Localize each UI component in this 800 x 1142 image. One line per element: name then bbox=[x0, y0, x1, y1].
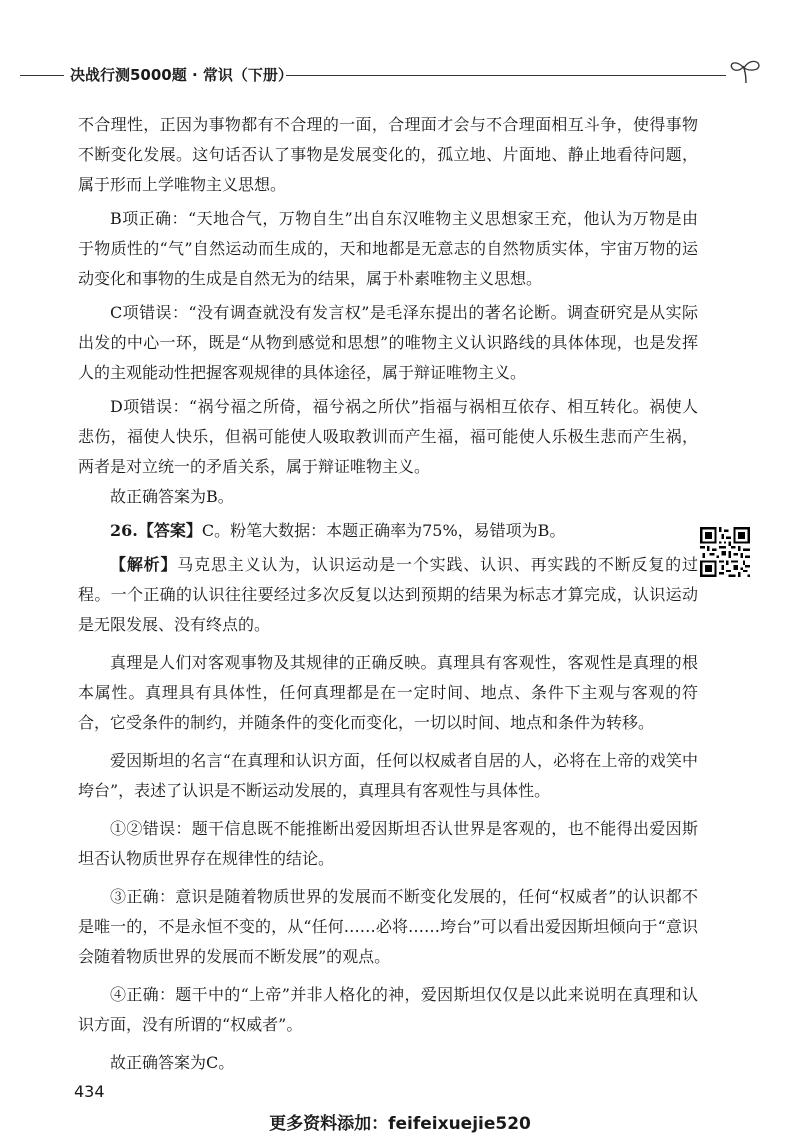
analysis-paragraph bbox=[78, 550, 698, 640]
answer-label: 26.【答案】 bbox=[110, 521, 202, 540]
qr-code-icon[interactable] bbox=[700, 527, 750, 577]
paragraph: 不合理性，正因为事物都有不合理的一面，合理面才会与不合理面相互斗争，使得事物不断变化发展。这句话否认了事物是发展变化的，孤立地、片面地、静止地看待问题，属于形而上学唯物主义思想。 bbox=[78, 115, 698, 194]
answer-line-final: 故正确答案为C。 bbox=[110, 1053, 235, 1072]
paragraph-truth: 真理是人们对客观事物及其规律的正确反映。真理具有客观性，客观性是真理的根本属性。真理具有具体性，任何真理都是在一定时间、地点、条件下主观与客观的符合，它受条件的制约，并随条件的变化而变化，一切以时间、地点和条件为转移。 bbox=[78, 653, 698, 732]
answer-line: 故正确答案为B。 bbox=[110, 487, 234, 506]
paragraph-option-c: C项错误：“没有调查就没有发言权”是毛泽东提出的著名论断。调查研究是从实际出发的中心一环，既是“从物到感觉和思想”的唯物主义认识路线的具体体现，也是发挥人的主观能动性把握客观规律的具体途径，属于辩证唯物主义。 bbox=[78, 303, 698, 382]
paragraph-option-b: B项正确：“天地合气，万物自生”出自东汉唯物主义思想家王充，他认为万物是由于物质性的“气”自然运动而生成的，天和地都是无意志的自然物质实体，宇宙万物的运动变化和事物的生成是自然无为的结果，属于朴素唯物主义思想。 bbox=[78, 209, 698, 288]
footer-note: 更多资料添加：feifeixuejie520 bbox=[269, 1114, 531, 1134]
sprout-icon bbox=[726, 58, 766, 84]
page-number: 434 bbox=[74, 1082, 105, 1101]
question-26-answer bbox=[78, 516, 698, 546]
running-header bbox=[0, 58, 800, 88]
header-rule-right bbox=[286, 75, 726, 76]
paragraph-item-4: ④正确：题干中的“上帝”并非人格化的神，爱因斯坦仅仅是以此来说明在真理和认识方面，没有所谓的“权威者”。 bbox=[78, 985, 698, 1034]
paragraph-item-12: ①②错误：题干信息既不能推断出爱因斯坦否认世界是客观的，也不能得出爱因斯坦否认物质世界存在规律性的结论。 bbox=[78, 819, 698, 868]
paragraph-einstein: 爱因斯坦的名言“在真理和认识方面，任何以权威者自居的人，必将在上帝的戏笑中垮台”，表述了认识是不断运动发展的，真理具有客观性与具体性。 bbox=[78, 751, 698, 800]
paragraph-option-d: D项错误：“祸兮福之所倚，福兮祸之所伏”指福与祸相互依存、相互转化。祸使人悲伤，福使人快乐，但祸可能使人吸取教训而产生福，福可能使人乐极生悲而产生祸，两者是对立统一的矛盾关系，属于辩证唯物主义。 bbox=[78, 397, 698, 476]
analysis-label: 【解析】 bbox=[110, 555, 178, 574]
paragraph-item-3: ③正确：意识是随着物质世界的发展而不断变化发展的，任何“权威者”的认识都不是唯一的，不是永恒不变的，从“任何……必将……垮台”可以看出爱因斯坦倾向于“意识会随着物质世界的发展而不断发展”的观点。 bbox=[78, 887, 698, 966]
header-title: 决战行测5000题 · 常识（下册） bbox=[70, 66, 293, 84]
header-rule-left bbox=[20, 75, 64, 76]
answer-text: C。粉笔大数据：本题正确率为75%，易错项为B。 bbox=[201, 521, 566, 540]
analysis-text: 马克思主义认为，认识运动是一个实践、认识、再实践的不断反复的过程。一个正确的认识往往要经过多次反复以达到预期的结果为标志才算完成，认识运动是无限发展、没有终点的。 bbox=[78, 555, 698, 634]
page-body bbox=[78, 110, 698, 1078]
